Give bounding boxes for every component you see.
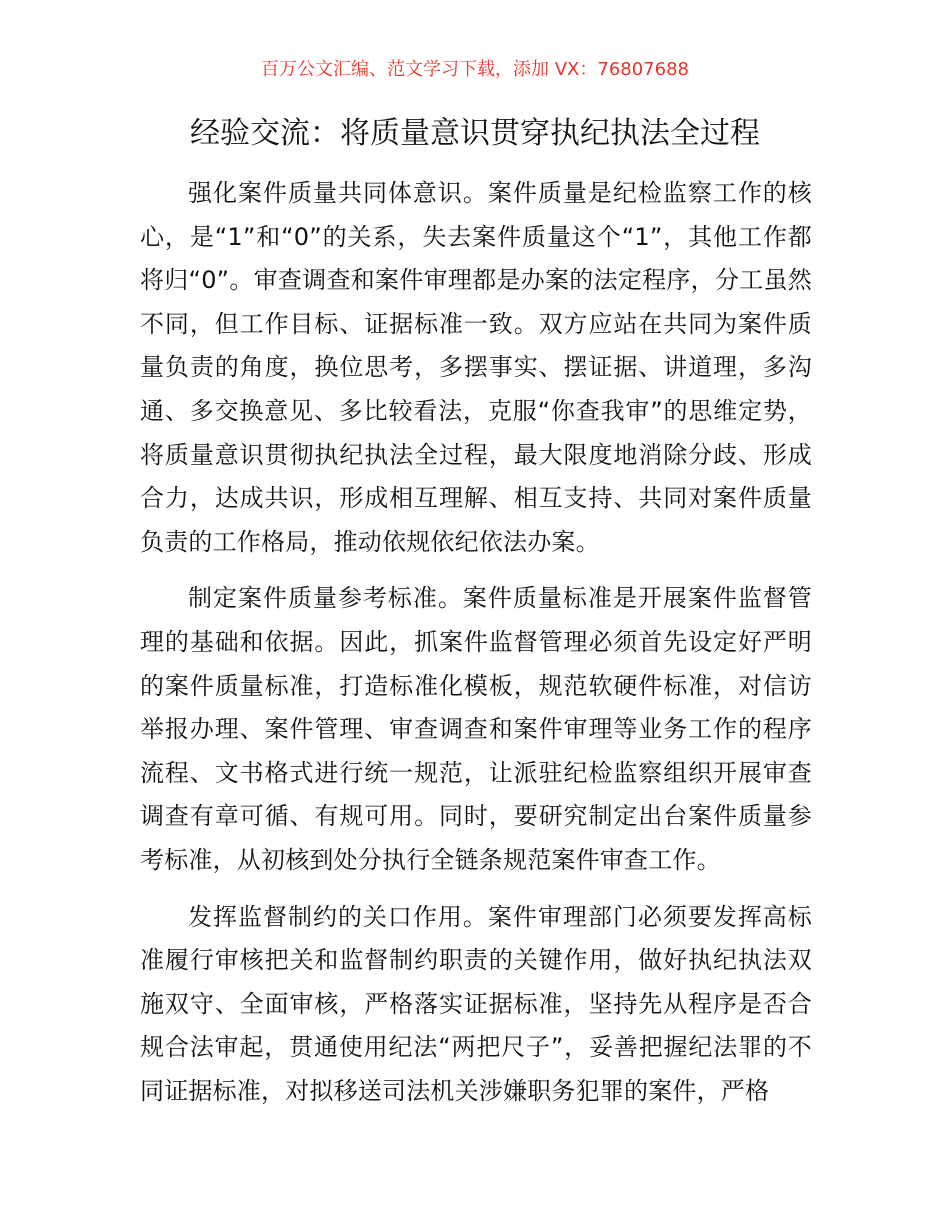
paragraph-quality-community: 强化案件质量共同体意识。案件质量是纪检监察工作的核心，是“1”和“0”的关系，失去案件质量这个“1”，其他工作都将归“0”。审查调查和案件审理都是办案的法定程序，分工虽然不同，但工作目标、证据标准一致。双方应站在共同为案件质量负责的角度，换位思考，多摆事实、摆证据、讲道理，多沟通、多交换意见、多比较看法，克服“你查我审”的思维定势，将质量意识贯彻执纪执法全过程，最大限度地消除分歧、形成合力，达成共识，形成相互理解、相互支持、共同对案件质量负责的工作格局，推动依规依纪依法办案。 bbox=[140, 179, 812, 556]
document-body bbox=[140, 172, 812, 1126]
document-title: 经验交流：将质量意识贯穿执纪执法全过程 bbox=[190, 116, 760, 151]
paragraph-supervision-checkpoint: 发挥监督制约的关口作用。案件审理部门必须要发挥高标准履行审核把关和监督制约职责的关键作用，做好执纪执法双施双守、全面审核，严格落实证据标准，坚持先从程序是否合规合法审起，贯通使用纪法“两把尺子”，妥善把握纪法罪的不同证据标准，对拟移送司法机关涉嫌职务犯罪的案件，严格 bbox=[140, 902, 812, 1105]
header-watermark-note: 百万公文汇编、范文学习下载，添加 VX：76807688 bbox=[261, 59, 689, 80]
paragraph-quality-standards: 制定案件质量参考标准。案件质量标准是开展案件监督管理的基础和依据。因此，抓案件监督管理必须首先设定好严明的案件质量标准，打造标准化模板，规范软硬件标准，对信访举报办理、案件管理、审查调查和案件审理等业务工作的程序流程、文书格式进行统一规范，让派驻纪检监察组织开展审查调查有章可循、有规可用。同时，要研究制定出台案件质量参考标准，从初核到处分执行全链条规范案件审查工作。 bbox=[140, 584, 812, 874]
